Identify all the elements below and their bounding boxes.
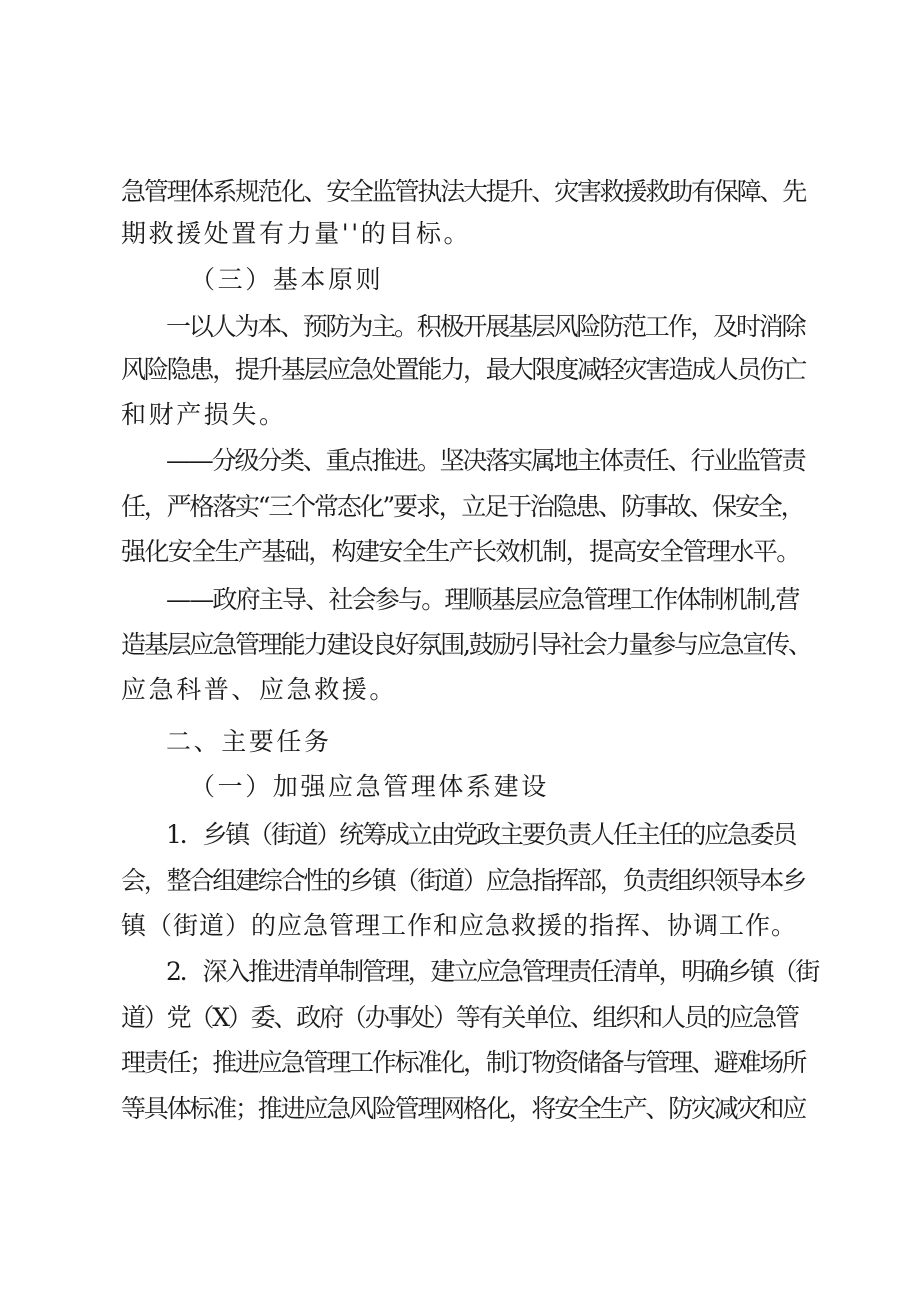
text-line: 道）党（X）委、政府（办事处）等有关单位、组织和人员的应急管 bbox=[121, 1003, 798, 1032]
text-line: 任，严格落实“三个常态化”要求，立足于治隐患、防事故、保安全， bbox=[121, 492, 804, 521]
text-line: 风险隐患，提升基层应急处置能力，最大限度减轻灾害造成人员伤亡 bbox=[121, 355, 806, 384]
text-line: 会，整合组建综合性的乡镇（街道）应急指挥部，负责组织领导本乡 bbox=[121, 866, 806, 895]
text-line: 期救援处置有力量''的目标。 bbox=[121, 219, 472, 248]
text-line: 1．乡镇（街道）统筹成立由党政主要负责人任主任的应急委员 bbox=[166, 820, 796, 849]
section-heading: 二、主要任务 bbox=[166, 727, 332, 756]
text-line: 等具体标准；推进应急风险管理网格化，将安全生产、防灾减灾和应 bbox=[121, 1094, 806, 1123]
text-line: 急管理体系规范化、安全监管执法大提升、灾害救援救助有保障、先 bbox=[121, 177, 806, 206]
text-line: ——政府主导、社会参与。理顺基层应急管理工作体制机制,营 bbox=[166, 585, 799, 614]
text-line: 应急科普、应急救援。 bbox=[121, 675, 398, 704]
text-line: 和财产损失。 bbox=[121, 400, 287, 429]
text-line: 造基层应急管理能力建设良好氛围,鼓励引导社会力量参与应急宣传、 bbox=[121, 630, 811, 659]
text-line: ——分级分类、重点推进。坚决落实属地主体责任、行业监管责 bbox=[166, 446, 805, 475]
text-line: 镇（街道）的应急管理工作和应急救援的指挥、协调工作。 bbox=[121, 911, 798, 940]
text-line: 2．深入推进清单制管理，建立应急管理责任清单，明确乡镇（街 bbox=[166, 957, 819, 986]
text-line: 一以人为本、预防为主。积极开展基层风险防范工作，及时消除 bbox=[166, 312, 805, 341]
section-heading: （三）基本原则 bbox=[190, 265, 384, 294]
text-line: 理责任；推进应急管理工作标准化，制订物资储备与管理、避难场所 bbox=[121, 1048, 806, 1077]
text-line: 强化安全生产基础，构建安全生产长效机制，提高安全管理水平。 bbox=[121, 537, 800, 566]
section-heading: （一）加强应急管理体系建设 bbox=[190, 772, 549, 801]
